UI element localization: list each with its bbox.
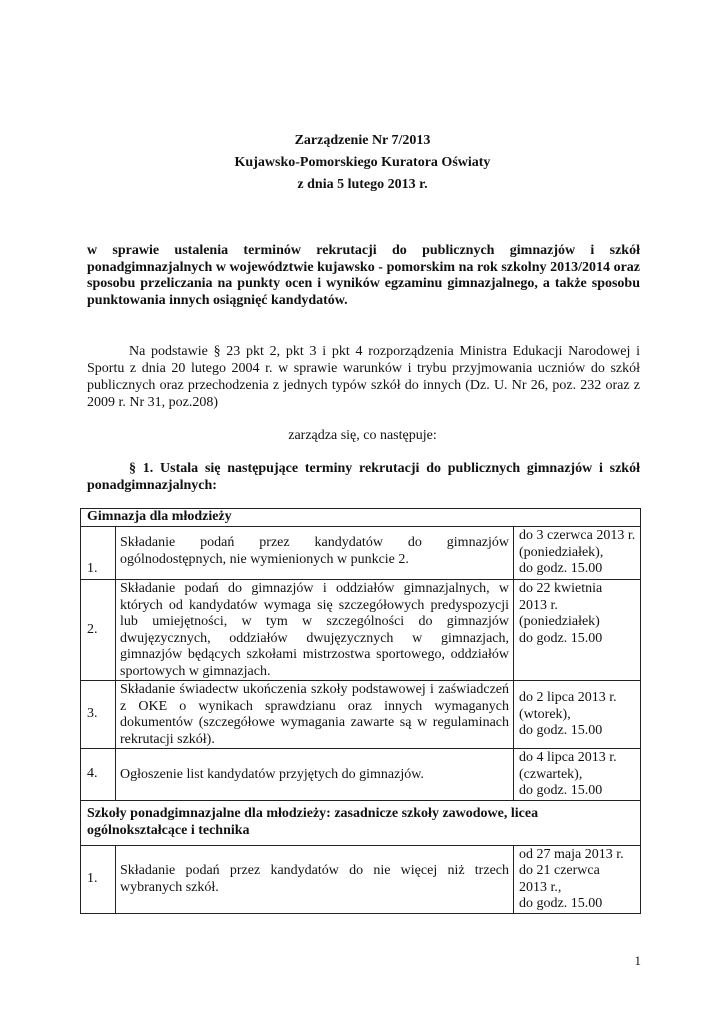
row-number: 1. — [81, 845, 116, 913]
deadline-line: (czwartek), — [519, 766, 583, 782]
row-number: 2. — [81, 580, 116, 681]
deadline-line: do 3 czerwca 2013 r. — [519, 528, 636, 543]
schedule-table — [80, 508, 641, 914]
document-heading — [0, 130, 725, 196]
table-row — [81, 527, 641, 580]
row-description: Składanie podań do gimnazjów i oddziałów gimnazjalnych, w których od kandydatów wymaga się szczegółowych predyspozycji lub umiejętności, w tym w szczególności do gimnazjów dwujęzycznych, oddziałów dwujęzycznych w gimnazjach, gimnazjów będących szkołami mistrzostwa sportowego, oddziałów sportowych w gimnazjach. — [116, 580, 514, 681]
deadline-line: do godz. 15.00 — [519, 561, 603, 576]
orders-line: zarządza się, co następuje: — [288, 428, 437, 443]
deadline-line: do godz. 15.00 — [519, 630, 603, 646]
row-number: 3. — [81, 681, 116, 749]
deadline-line: do godz. 15.00 — [519, 783, 603, 798]
ordinance-title: Zarządzenie Nr 7/2013 — [294, 133, 431, 148]
row-deadline — [514, 845, 641, 913]
section-title-upper-secondary: Szkoły ponadgimnazjalne dla młodzieży: zasadnicze szkoły zawodowe, licea ogólnokształcące i technika — [81, 800, 641, 845]
deadline-line: (poniedziałek) — [519, 614, 600, 629]
table-row — [81, 681, 641, 749]
row-deadline — [514, 749, 641, 801]
table-row — [81, 580, 641, 681]
table-row — [81, 749, 641, 801]
table-row — [81, 845, 641, 913]
row-deadline — [514, 681, 641, 749]
deadline-line: do 4 lipca 2013 r. — [519, 750, 617, 765]
section-header-row — [81, 800, 641, 845]
section-header-row — [81, 509, 641, 527]
row-number: 4. — [81, 749, 116, 801]
legal-basis: Na podstawie § 23 pkt 2, pkt 3 i pkt 4 rozporządzenia Ministra Edukacji Narodowej i Sportu z dnia 20 lutego 2004 r. w sprawie warunków i trybu przyjmowania uczniów do szkół publicznych oraz przechodzenia z jednych typów szkół do innych (Dz. U. Nr 26, poz. 232 oraz z 2009 r. Nr 31, poz.208) — [87, 344, 640, 410]
row-description: Składanie podań przez kandydatów do gimnazjów ogólnodostępnych, nie wymienionych w punkcie 2. — [116, 527, 514, 580]
deadline-line: (poniedziałek), — [519, 544, 604, 560]
row-description: Składanie podań przez kandydatów do nie więcej niż trzech wybranych szkół. — [116, 845, 514, 913]
row-description: Ogłoszenie list kandydatów przyjętych do gimnazjów. — [116, 749, 514, 801]
row-number: 1. — [81, 527, 116, 580]
section-title-gymnasium: Gimnazja dla młodzieży — [81, 509, 641, 527]
row-deadline — [514, 580, 641, 681]
row-deadline — [514, 527, 641, 580]
deadline-line: do godz. 15.00 — [519, 723, 603, 739]
deadline-line: do godz. 15.00 — [519, 896, 603, 911]
paragraph-1: § 1. Ustala się następujące terminy rekrutacji do publicznych gimnazjów i szkół ponadgimnazjalnych: — [87, 461, 640, 493]
row-description: Składanie świadectw ukończenia szkoły podstawowej i zaświadczeń z OKE o wynikach sprawdzianu oraz innych wymaganych dokumentów (szczegółowe wymagania zawarte są w regulaminach rekrutacji szkół). — [116, 681, 514, 749]
deadline-line: do 21 czerwca — [519, 863, 600, 878]
ordinance-subject: w sprawie ustalenia terminów rekrutacji do publicznych gimnazjów i szkół ponadgimnazjalnych w województwie kujawsko - pomorskim na rok szkolny 2013/2014 oraz sposobu przeliczania na punkty ocen i wyników egzaminu gimnazjalnego, a także sposobu punktowania innych osiągnięć kandydatów. — [87, 243, 640, 308]
ordinance-issuer: Kujawsko-Pomorskiego Kuratora Oświaty — [234, 155, 491, 170]
ordinance-date: z dnia 5 lutego 2013 r. — [297, 177, 428, 192]
deadline-line: do 2 lipca 2013 r. — [519, 690, 617, 706]
deadline-line: od 27 maja 2013 r. — [519, 846, 624, 862]
deadline-line: 2013 r., — [519, 879, 562, 895]
deadline-line: 2013 r. — [519, 597, 558, 613]
page-number: 1 — [634, 953, 641, 968]
deadline-line: do 22 kwietnia — [519, 581, 603, 596]
deadline-line: (wtorek), — [519, 706, 571, 722]
